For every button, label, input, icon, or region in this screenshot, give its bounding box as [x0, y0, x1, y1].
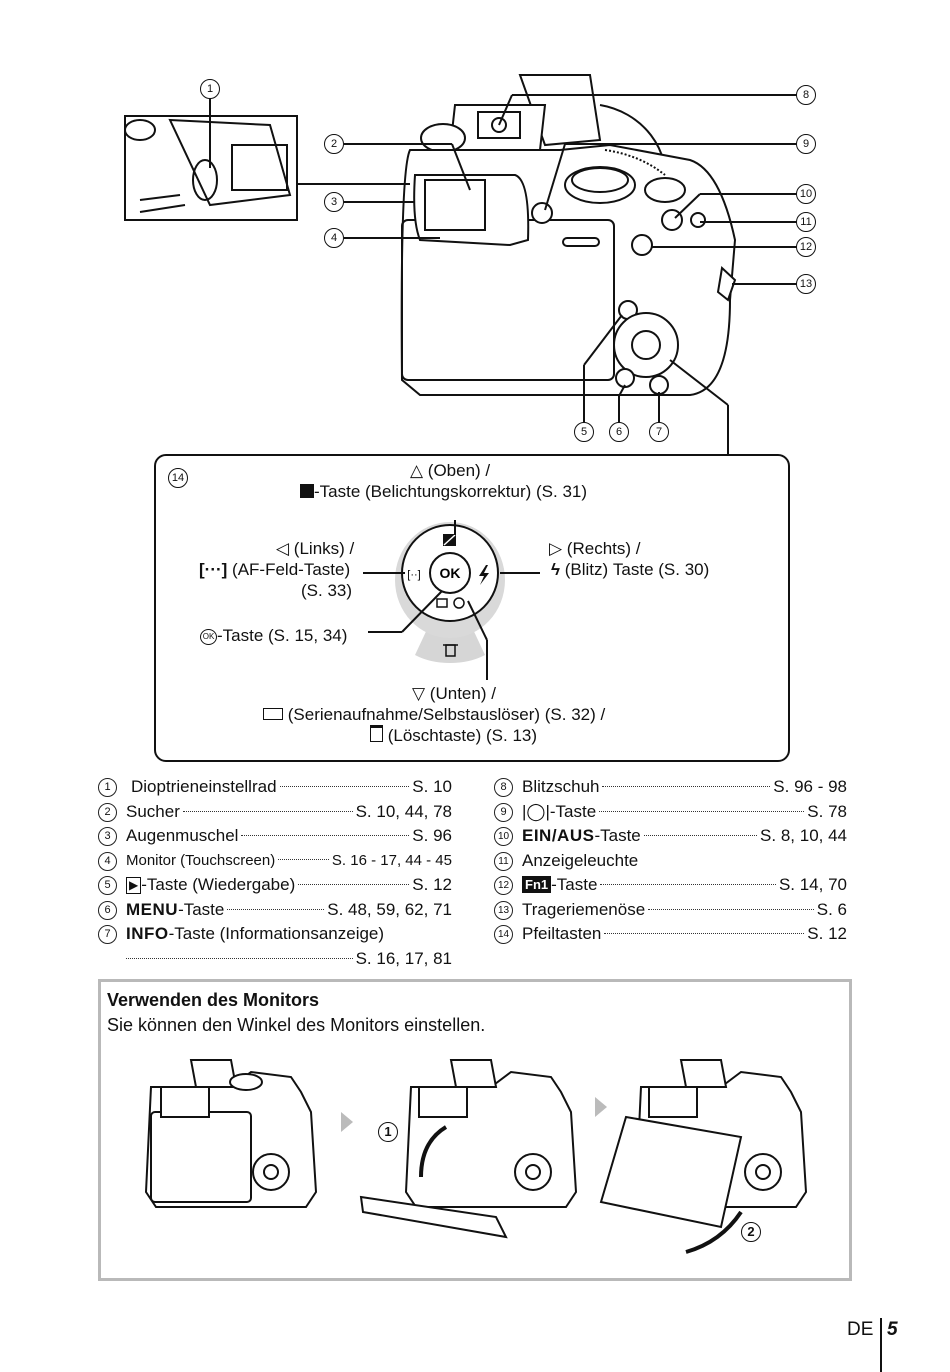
legend-item: 10 EIN/AUS-Taste S. 8, 10, 44 [494, 824, 847, 849]
callout-8: 8 [796, 85, 816, 105]
callout-5: 5 [574, 422, 594, 442]
callout-6: 6 [609, 422, 629, 442]
dpad-down-line-1: ▽ (Unten) / [412, 684, 496, 703]
legend-right [494, 775, 847, 947]
callout-12: 12 [796, 237, 816, 257]
exposure-comp-inline-icon [300, 484, 314, 498]
callout-1: 1 [200, 79, 220, 99]
legend-left [98, 775, 452, 971]
footer-divider [880, 1318, 882, 1372]
dpad-diagram [360, 505, 540, 695]
legend-item: 13 Trageriemenöse S. 6 [494, 898, 847, 923]
callout-9: 9 [796, 134, 816, 154]
step-2-label: 2 [741, 1222, 761, 1242]
callout-7: 7 [649, 422, 669, 442]
step-1-label: 1 [378, 1122, 398, 1142]
ok-button-label: OK [439, 565, 461, 581]
ok-inline-icon: OK [200, 629, 217, 645]
dpad-left-line-3: (S. 33) [301, 581, 353, 600]
monitor-box-title: Verwenden des Monitors [107, 990, 320, 1010]
drive-inline-icon [263, 708, 283, 720]
flash-inline-icon: ϟ [551, 560, 560, 579]
monitor-usage-box [98, 979, 852, 1281]
dpad-left-line-2: [···] (AF-Feld-Taste) [199, 560, 351, 579]
dpad-down-line-2: (Serienaufnahme/Selbstauslöser) (S. 32) / [263, 704, 605, 725]
legend-item: 7 INFO-Taste (Informationsanzeige) [98, 922, 452, 947]
callout-3: 3 [324, 192, 344, 212]
legend-item: 8 Blitzschuh S. 96 - 98 [494, 775, 847, 800]
dpad-ok-line: OK -Taste (S. 15, 34) [200, 625, 347, 646]
callout-2: 2 [324, 134, 344, 154]
dpad-callout-14: 14 [168, 468, 188, 488]
legend-item: 9 |◯|-Taste S. 78 [494, 800, 847, 825]
callout-10: 10 [796, 184, 816, 204]
callout-4: 4 [324, 228, 344, 248]
ibutton-icon: |◯| [522, 801, 550, 821]
playback-icon: ▶ [126, 877, 141, 894]
dpad-right-line-2: ϟ (Blitz) Taste (S. 30) [551, 560, 710, 579]
dpad-up-line-2: -Taste (Belichtungskorrektur) (S. 31) [300, 481, 587, 502]
fn1-icon: Fn1 [522, 876, 551, 893]
callout-11: 11 [796, 212, 816, 232]
dpad-right-line-1: ▷ (Rechts) / [549, 539, 641, 558]
legend-item: 4 Monitor (Touchscreen) S. 16 - 17, 44 - 45 [98, 849, 452, 874]
legend-item: 2 Sucher S. 10, 44, 78 [98, 800, 452, 825]
footer-page-number: 5 [887, 1319, 898, 1340]
monitor-tilt-illustration [101, 1042, 849, 1278]
footer-language: DE [847, 1319, 874, 1340]
af-target-icon: [··] [407, 569, 421, 581]
trash-inline-icon [370, 725, 383, 742]
legend-item: 11 Anzeigeleuchte [494, 849, 847, 874]
callout-13: 13 [796, 274, 816, 294]
dpad-down-line-3: (Löschtaste) (S. 13) [370, 725, 537, 746]
legend-item-continuation: S. 16, 17, 81 [98, 947, 452, 972]
legend-item: 6 MENU-Taste S. 48, 59, 62, 71 [98, 898, 452, 923]
dpad-left-line-1: ◁ (Links) / [276, 539, 355, 558]
legend-item: 5 ▶ -Taste (Wiedergabe) S. 12 [98, 873, 452, 898]
af-field-inline-icon: [···] [199, 560, 228, 579]
monitor-box-text: Sie können den Winkel des Monitors einstellen. [107, 1015, 486, 1035]
legend-item: 1 Dioptrieneinstellrad S. 10 [98, 775, 452, 800]
legend-item: 12 Fn1 -Taste S. 14, 70 [494, 873, 847, 898]
legend-item: 14 Pfeiltasten S. 12 [494, 922, 847, 947]
legend-item: 3 Augenmuschel S. 96 [98, 824, 452, 849]
dpad-up-line-1: △ (Oben) / [410, 461, 491, 480]
